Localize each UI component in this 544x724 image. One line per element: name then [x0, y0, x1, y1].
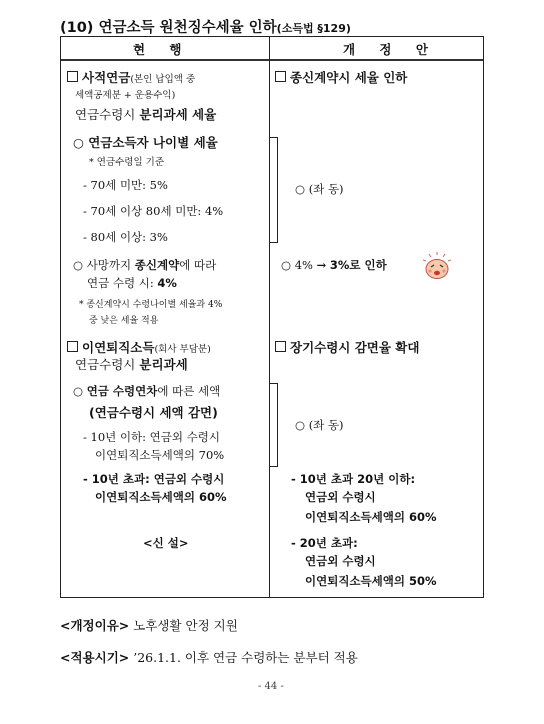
yrs-1a: - 10년 이하: 연금외 수령시: [83, 430, 220, 444]
s1-title: 사적연금: [82, 70, 131, 85]
same-1: ○ (좌 동): [295, 182, 344, 196]
r2-title: 장기수령시 감면율 확대: [290, 340, 420, 355]
yrs-2b: 이연퇴직소득세액의 60%: [95, 490, 227, 504]
p1-b: 연금외 수령시: [305, 490, 376, 504]
apply-text: ’26.1.1. 이후 연금 수령하는 분부터 적용: [133, 650, 358, 665]
yrs-1b: 이연퇴직소득세액의 70%: [95, 448, 225, 462]
checkbox-icon: [67, 341, 78, 352]
rate-cut: [281, 257, 387, 273]
cut-b: 3%로 인하: [329, 258, 387, 272]
age-rate-1: - 70세 미만: 5%: [83, 178, 168, 192]
s1-note2: 세액공제분 + 운용수익): [75, 90, 176, 101]
happy-face-icon: [421, 252, 453, 280]
header-proposed: 개 정 안: [343, 42, 438, 57]
s2-line: [75, 355, 188, 373]
bracket-1: [269, 137, 278, 243]
yrs-d: (연금수령시 세액 감면): [89, 405, 218, 420]
apply-line: [60, 648, 358, 666]
page-title: [60, 16, 351, 37]
reason-label: <개정이유>: [60, 618, 130, 633]
life-c: 에 따라: [179, 258, 217, 272]
age-rate-2: - 70세 이상 80세 미만: 4%: [83, 204, 224, 218]
r1-title: 종신계약시 세율 인하: [290, 70, 408, 85]
checkbox-icon: [67, 71, 78, 82]
bracket-2: [269, 383, 278, 467]
cut-a: ○ 4%: [281, 258, 313, 272]
checkbox-icon: [275, 71, 286, 82]
yrs-2a: - 10년 초과: 연금외 수령시: [83, 472, 225, 486]
p1-a: - 10년 초과 20년 이하:: [291, 472, 416, 486]
section-private-pension: [67, 67, 195, 86]
life-line-2: [87, 275, 177, 291]
reason-line: [60, 616, 238, 634]
section-deferred: [67, 337, 211, 356]
header-current: 현 행: [133, 42, 192, 57]
p1-c: 이연퇴직소득세액의 60%: [305, 510, 437, 524]
s2-line-b: 분리과세: [139, 357, 188, 372]
arrow-icon: →: [316, 258, 327, 272]
s2-line-a: 연금수령시: [75, 357, 136, 372]
s1-note: (본인 납입액 중: [130, 74, 196, 85]
same-2: ○ (좌 동): [295, 418, 344, 432]
life-a: ○ 사망까지: [73, 258, 132, 272]
life-e: 4%: [157, 276, 177, 290]
apply-label: <적용시기>: [60, 650, 130, 665]
life-line: [73, 257, 216, 273]
s1-line-a: 연금수령시: [75, 107, 136, 122]
age-basis: * 연금수령일 기준: [89, 157, 165, 168]
age-title: ○ 연금소득자 나이별 세율: [73, 135, 218, 150]
p2-a: - 20년 초과:: [291, 536, 358, 550]
yrs-a: ○: [73, 384, 84, 398]
s2-title: 이연퇴직소득: [82, 340, 155, 355]
yrs-b: 연금 수령연차: [86, 384, 158, 398]
column-divider: [269, 37, 270, 597]
reason-text: 노후생활 안정 지원: [133, 618, 238, 633]
s1-line: [75, 105, 216, 123]
s2-note: (회사 부담분): [154, 344, 211, 355]
yrs-c: 에 따른 세액: [157, 384, 221, 398]
p2-c: 이연퇴직소득세액의 50%: [305, 574, 437, 588]
years-line: [73, 383, 220, 399]
section-r2: [275, 337, 419, 356]
section-r1: [275, 67, 407, 86]
s1-line-b: 분리과세 세율: [139, 107, 217, 122]
p2-b: 연금외 수령시: [305, 554, 376, 568]
life-note-2: 중 낮은 세율 적용: [89, 316, 159, 326]
page-number: - 44 -: [258, 681, 284, 692]
life-b: 종신계약: [134, 258, 180, 272]
comparison-table: [60, 36, 484, 598]
new-label: <신 설>: [143, 536, 189, 550]
title-ref: (소득법 §129): [276, 22, 351, 35]
life-d: 연금 수령 시:: [87, 276, 154, 290]
age-rate-3: - 80세 이상: 3%: [83, 230, 168, 244]
life-note-1: * 종신계약시 수령나이별 세율과 4%: [79, 300, 223, 310]
title-main: (10) 연금소득 원천징수세율 인하: [60, 20, 277, 36]
checkbox-icon: [275, 341, 286, 352]
